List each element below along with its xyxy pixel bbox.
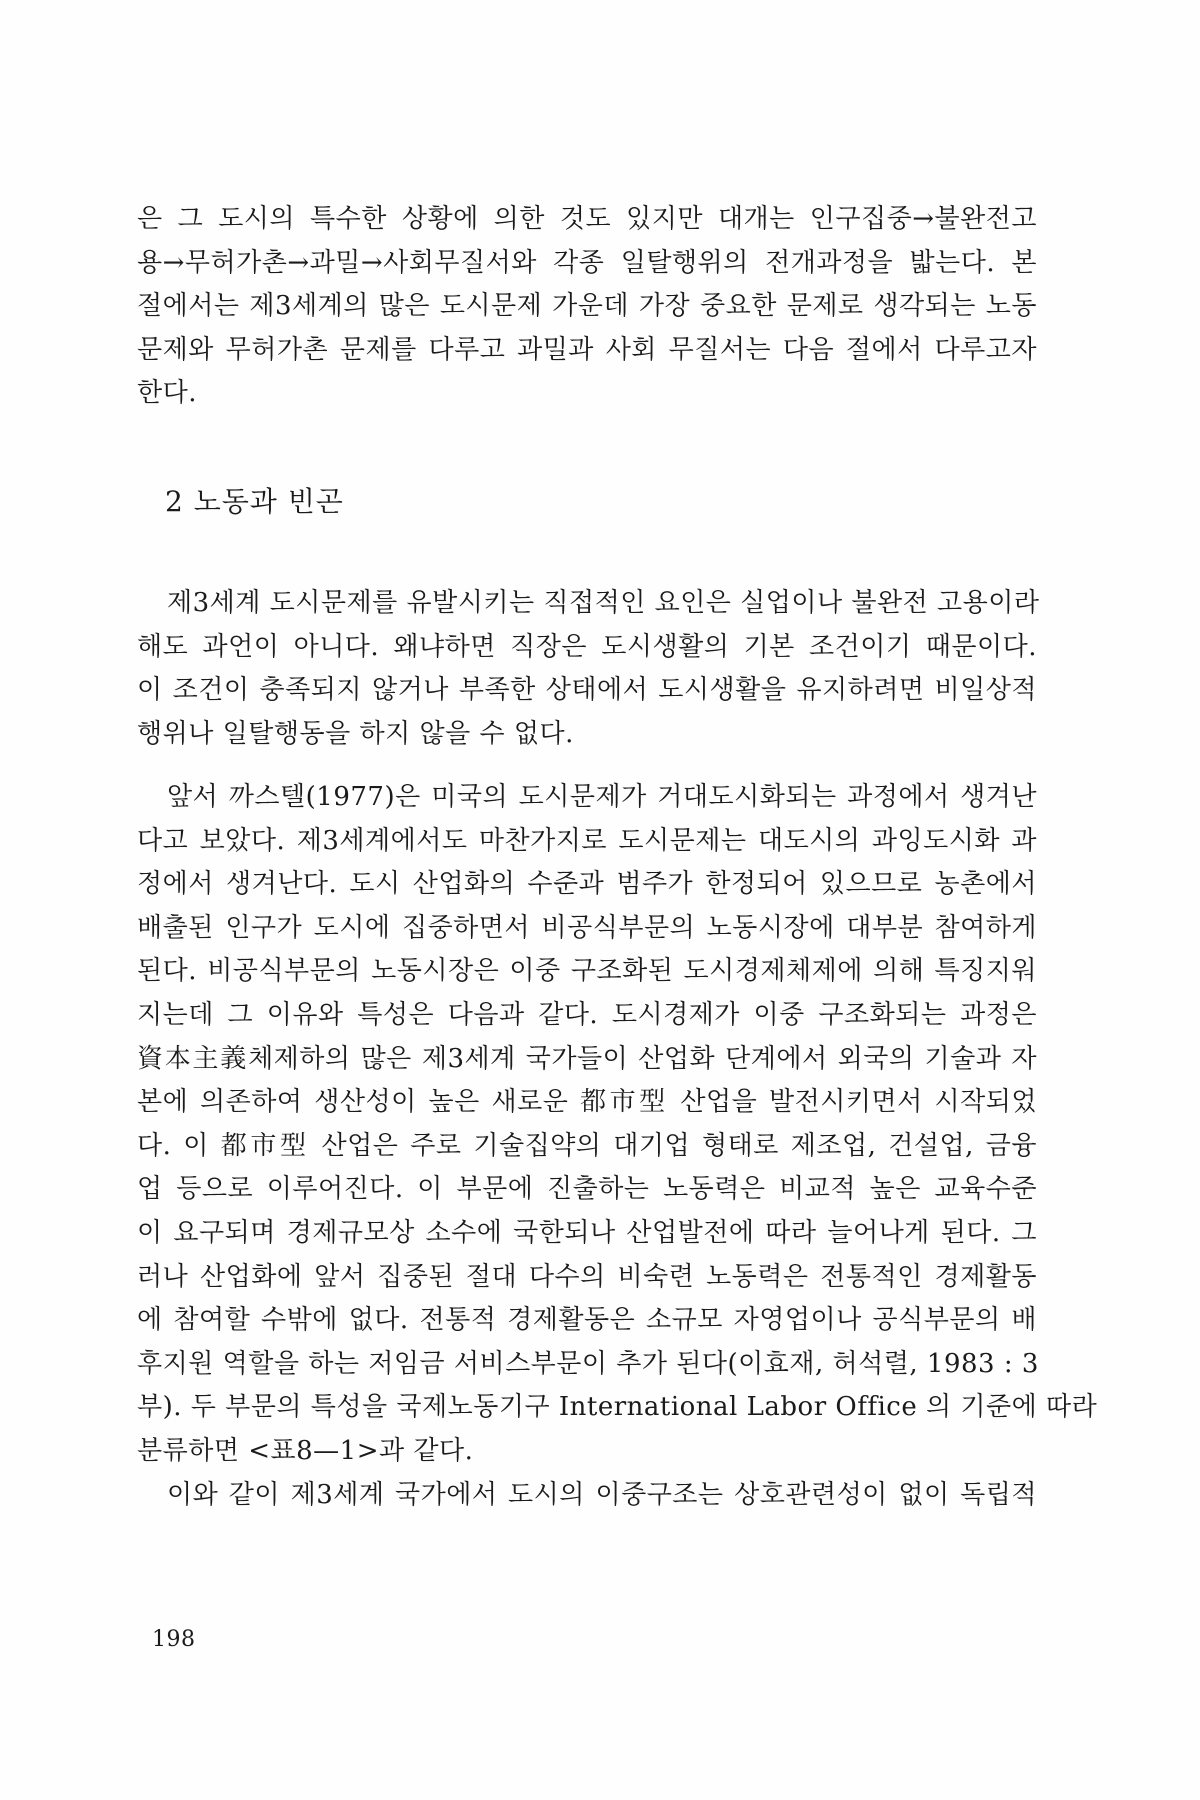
text-line: 용→무허가촌→과밀→사회무질서와 각종 일탈행위의 전개과정을 밟는다. 본 [137, 247, 1037, 278]
text-line: 정에서 생겨난다. 도시 산업화의 수준과 범주가 한정되어 있으므로 농촌에서 [137, 869, 1037, 900]
text-line: 해도 과언이 아니다. 왜냐하면 직장은 도시생활의 기본 조건이기 때문이다. [137, 631, 1037, 662]
text-line: 에 참여할 수밖에 없다. 전통적 경제활동은 소규모 자영업이나 공식부문의 배 [137, 1305, 1037, 1336]
text-line: 다고 보았다. 제3세계에서도 마찬가지로 도시문제는 대도시의 과잉도시화 과 [137, 825, 1037, 856]
paragraph-intro [137, 198, 1037, 416]
text-line: 제3세계 도시문제를 유발시키는 직접적인 요인은 실업이나 불완전 고용이라 [167, 588, 1040, 618]
text-line: 배출된 인구가 도시에 집중하면서 비공식부문의 노동시장에 대부분 참여하게 [137, 912, 1037, 943]
paragraph-dual-economy [137, 776, 1098, 1474]
page-number: 198 [152, 1627, 196, 1652]
text-line: 부). 두 부문의 특성을 국제노동기구 International Labor Office 의 기준에 따라 [137, 1392, 1098, 1423]
text-line: 러나 산업화에 앞서 집중된 절대 다수의 비숙련 노동력은 전통적인 경제활동 [137, 1261, 1037, 1292]
text-line: 한다. [137, 378, 197, 409]
text-line: 資本主義체제하의 많은 제3세계 국가들이 산업화 단계에서 외국의 기술과 자 [137, 1043, 1037, 1074]
text-line: 이 요구되며 경제규모상 소수에 국한되나 산업발전에 따라 늘어나게 된다. 그 [137, 1217, 1037, 1248]
text-line: 절에서는 제3세계의 많은 도시문제 가운데 가장 중요한 문제로 생각되는 노동 [137, 291, 1037, 322]
text-line: 된다. 비공식부문의 노동시장은 이중 구조화된 도시경제체제에 의해 특징지워 [137, 956, 1037, 987]
text-line: 행위나 일탈행동을 하지 않을 수 없다. [137, 718, 574, 749]
text-line: 업 등으로 이루어진다. 이 부문에 진출하는 노동력은 비교적 높은 교육수준 [137, 1174, 1037, 1205]
text-line: 본에 의존하여 생산성이 높은 새로운 都市型 산업을 발전시키면서 시작되었 [137, 1087, 1037, 1118]
section-heading: 2 노동과 빈곤 [165, 485, 344, 518]
text-line: 이와 같이 제3세계 국가에서 도시의 이중구조는 상호관련성이 없이 독립적 [167, 1480, 1037, 1510]
text-line: 앞서 까스텔(1977)은 미국의 도시문제가 거대도시화되는 과정에서 생겨난 [167, 782, 1037, 812]
text-line: 이 조건이 충족되지 않거나 부족한 상태에서 도시생활을 유지하려면 비일상적 [137, 675, 1037, 706]
text-line: 지는데 그 이유와 특성은 다음과 같다. 도시경제가 이중 구조화되는 과정은 [137, 999, 1037, 1030]
paragraph-unemployment [137, 582, 1040, 756]
text-line: 분류하면 <표8—1>과 같다. [137, 1435, 474, 1466]
text-line: 문제와 무허가촌 문제를 다루고 과밀과 사회 무질서는 다음 절에서 다루고자 [137, 334, 1037, 365]
text-line: 다. 이 都市型 산업은 주로 기술집약의 대기업 형태로 제조업, 건설업, 금융 [137, 1130, 1037, 1161]
paragraph-closing [137, 1474, 1037, 1518]
text-line: 후지원 역할을 하는 저임금 서비스부문이 추가 된다(이효재, 허석렬, 1983 : 3 [137, 1348, 1039, 1379]
text-line: 은 그 도시의 특수한 상황에 의한 것도 있지만 대개는 인구집중→불완전고 [137, 204, 1037, 234]
